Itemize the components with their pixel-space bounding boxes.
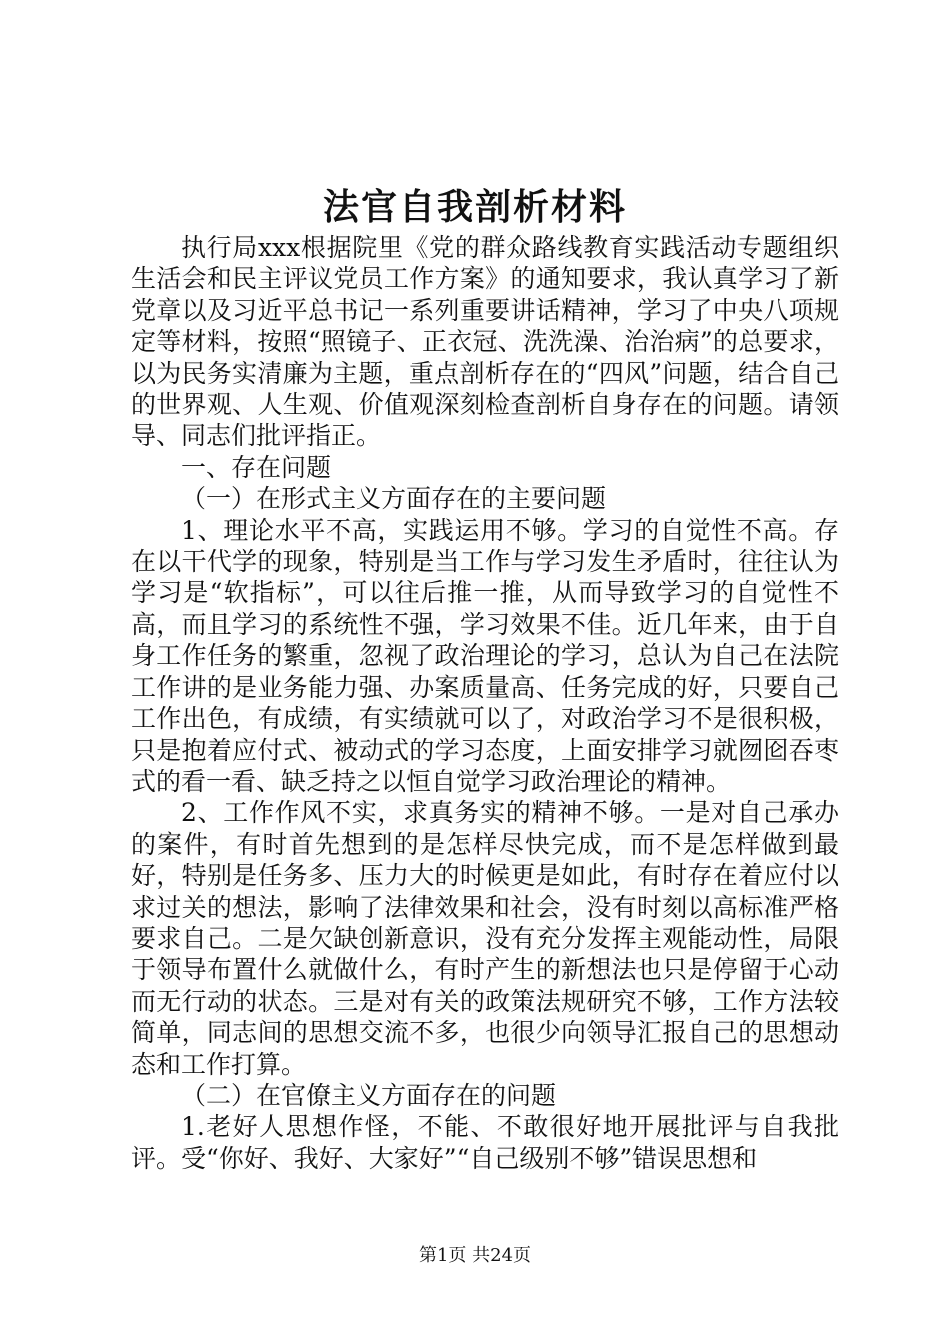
page-footer: 第1页 共24页 [418, 1245, 532, 1266]
body-paragraph: 2、工作作风不实，求真务实的精神不够。一是对自己承办的案件，有时首先想到的是怎样尽快完成，而不是怎样做到最好，特别是任务多、压力大的时候更是如此，有时存在着应付以求过关的想法，影响了法律效果和社会，没有时刻以高标准严格要求自己。二是欠缺创新意识，没有充分发挥主观能动性，局限于领导布置什么就做什么，有时产生的新想法也只是停留于心动而无行动的状态。三是对有关的政策法规研究不够，工作方法较简单，同志间的思想交流不多，也很少向领导汇报自己的思想动态和工作打算。 [131, 798, 839, 1079]
document-body [131, 232, 839, 1174]
intro-paragraph: 执行局xxx根据院里《党的群众路线教育实践活动专题组织生活会和民主评议党员工作方案》的通知要求，我认真学习了新党章以及习近平总书记一系列重要讲话精神，学习了中央八项规定等材料，按照“照镜子、正衣冠、洗洗澡、治治病”的总要求，以为民务实清廉为主题，重点剖析存在的“四风”问题，结合自己的世界观、人生观、价值观深刻检查剖析自身存在的问题。请领导、同志们批评指正。 [131, 233, 839, 451]
subsection-heading: （二）在官僚主义方面存在的问题 [181, 1080, 557, 1110]
subsection-heading: （一）在形式主义方面存在的主要问题 [181, 484, 607, 514]
body-paragraph: 1.老好人思想作怪，不能、不敢很好地开展批评与自我批评。受“你好、我好、大家好”“自己级别不够”错误思想和 [131, 1112, 839, 1173]
body-paragraph: 1、理论水平不高，实践运用不够。学习的自觉性不高。存在以干代学的现象，特别是当工作与学习发生矛盾时，往往认为学习是“软指标”，可以往后推一推，从而导致学习的自觉性不高，而且学习的系统性不强，学习效果不佳。近几年来，由于自身工作任务的繁重，忽视了政治理论的学习，总认为自己在法院工作讲的是业务能力强、办案质量高、任务完成的好，只要自己工作出色，有成绩，有实绩就可以了，对政治学习不是很积极，只是抱着应付式、被动式的学习态度，上面安排学习就囫囵吞枣式的看一看、缺乏持之以恒自觉学习政治理论的精神。 [131, 515, 839, 796]
section-heading: 一、存在问题 [181, 452, 332, 482]
document-title: 法官自我剖析材料 [322, 186, 627, 228]
